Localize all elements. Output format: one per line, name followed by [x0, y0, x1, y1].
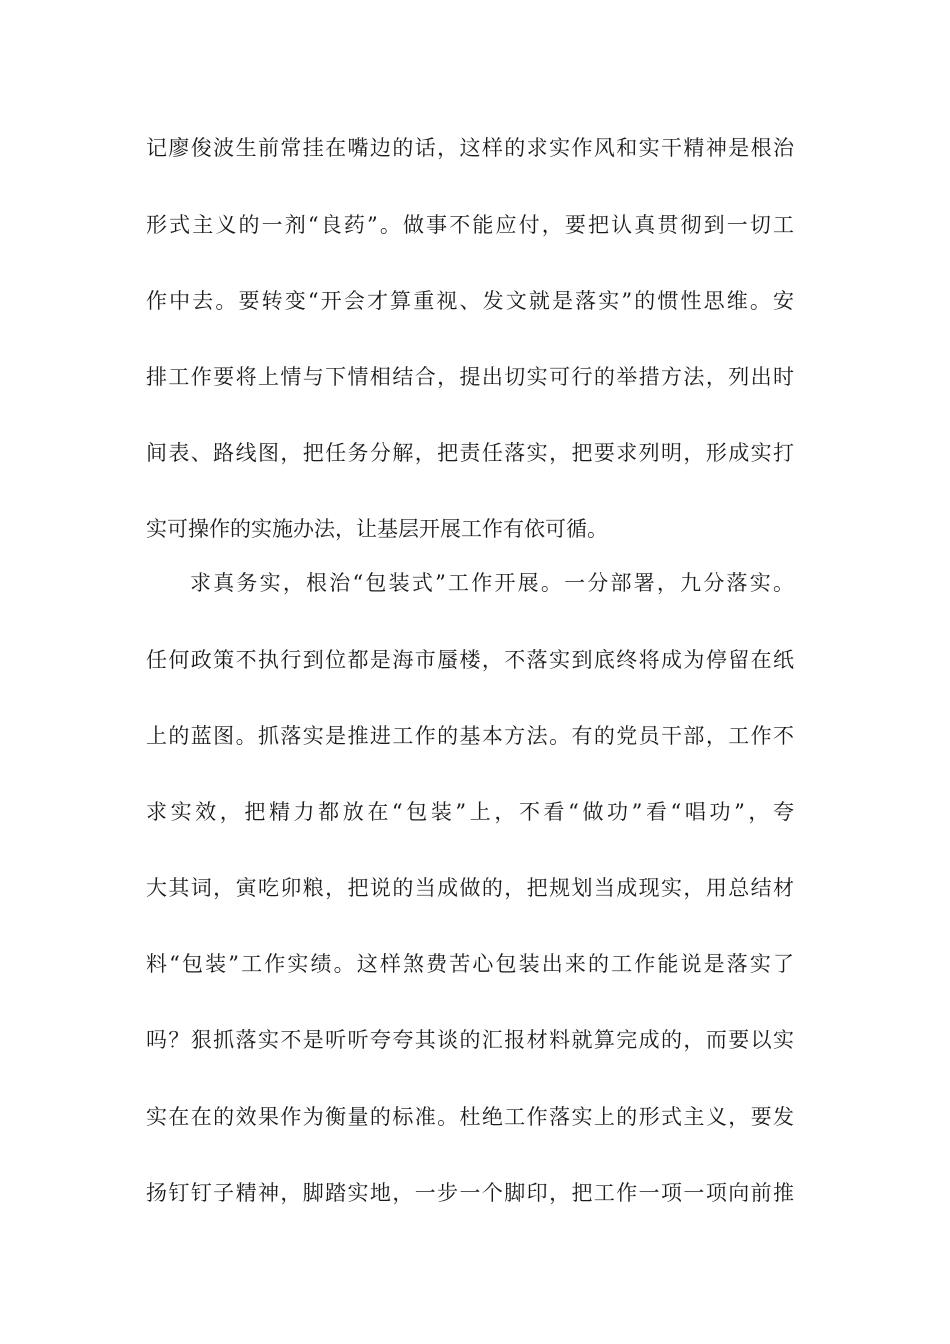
paragraph-first-line: 求真务实，根治“包装式”工作开展。一分部署，九分落实。 — [190, 571, 794, 595]
text-line: 大其词，寅吃卯粮，把说的当成做的，把规划当成现实，用总结材 — [146, 876, 794, 900]
text-line: 任何政策不执行到位都是海市蜃楼，不落实到底终将成为停留在纸 — [146, 648, 794, 672]
text-line: 作中去。要转变“开会才算重视、发文就是落实”的惯性思维。安 — [146, 289, 794, 313]
text-line: 间表、路线图，把任务分解，把责任落实，把要求列明，形成实打 — [146, 441, 794, 465]
text-line: 形式主义的一剂“良药”。做事不能应付，要把认真贯彻到一切工 — [146, 213, 794, 237]
text-line: 求实效，把精力都放在“包装”上，不看“做功”看“唱功”，夸 — [146, 800, 794, 824]
text-line: 扬钉钉子精神，脚踏实地，一步一个脚印，把工作一项一项向前推 — [146, 1181, 794, 1205]
text-line: 记廖俊波生前常挂在嘴边的话，这样的求实作风和实干精神是根治 — [146, 136, 794, 160]
text-line: 上的蓝图。抓落实是推进工作的基本方法。有的党员干部，工作不 — [146, 724, 794, 748]
text-line: 实在在的效果作为衡量的标准。杜绝工作落实上的形式主义，要发 — [146, 1105, 794, 1129]
text-line-last: 实可操作的实施办法，让基层开展工作有依可循。 — [146, 517, 608, 541]
text-line: 排工作要将上情与下情相结合，提出切实可行的举措方法，列出时 — [146, 365, 794, 389]
text-line: 料“包装”工作实绩。这样煞费苦心包装出来的工作能说是落实了 — [146, 952, 794, 976]
text-line: 吗？狠抓落实不是听听夸夸其谈的汇报材料就算完成的，而要以实 — [146, 1028, 794, 1052]
